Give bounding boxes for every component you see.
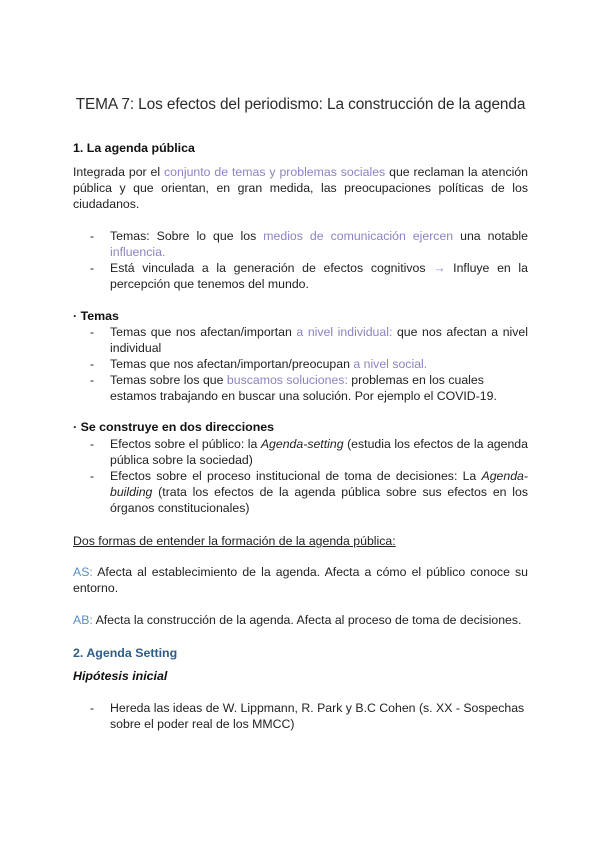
text-run: Está vinculada a la generación de efectos cognitivos bbox=[110, 261, 434, 275]
ab-paragraph bbox=[73, 612, 528, 628]
section-heading-agenda-publica: 1. La agenda pública bbox=[73, 141, 195, 155]
text-run: problemas en los cuales estamos trabajando en buscar una solución. Por ejemplo el COVID-19. bbox=[110, 373, 497, 403]
ab-label: AB: bbox=[73, 613, 93, 627]
bullet-dash: - bbox=[90, 229, 95, 243]
highlight-text: a nivel social. bbox=[353, 357, 428, 371]
as-paragraph bbox=[73, 564, 528, 596]
highlight-text: a nivel individual: bbox=[296, 325, 393, 339]
text-run: que reclaman la atención pública y que orientan, en gran medida, las preocupaciones políticas de los ciudadanos. bbox=[73, 165, 528, 211]
section-heading-agenda-setting: 2. Agenda Setting bbox=[73, 646, 178, 660]
section-heading-temas: · Temas bbox=[73, 309, 119, 323]
italic-text: Agenda-building bbox=[110, 469, 528, 499]
text-run: una notable bbox=[453, 229, 528, 243]
bullet-dash: - bbox=[90, 373, 95, 387]
list-item-text: Hereda las ideas de W. Lippmann, R. Park y B.C Cohen (s. XX - Sospechas sobre el poder real de los MMCC) bbox=[110, 701, 525, 731]
document-title: TEMA 7: Los efectos del periodismo: La construcción de la agenda bbox=[75, 96, 526, 113]
underlined-heading: Dos formas de entender la formación de la agenda pública: bbox=[73, 534, 396, 548]
highlight-text: influencia. bbox=[110, 245, 166, 259]
bullet-dash: - bbox=[90, 325, 95, 339]
text-run: Integrada por el bbox=[73, 165, 165, 179]
text-run: (trata los efectos de la agenda pública sobre sus efectos en los órganos constitucionales) bbox=[110, 485, 528, 515]
bullet-dash: - bbox=[90, 261, 95, 275]
bullet-dash: - bbox=[90, 357, 95, 371]
highlight-text: conjunto de temas y problemas sociales bbox=[164, 165, 386, 179]
section-heading-direcciones: · Se construye en dos direcciones bbox=[73, 420, 275, 434]
bullet-dash: - bbox=[90, 469, 95, 483]
text-run: que nos afectan a nivel individual bbox=[110, 325, 528, 355]
text-run: Efectos sobre el proceso institucional de toma de decisiones: La bbox=[110, 469, 482, 483]
highlight-text: buscamos soluciones: bbox=[226, 373, 348, 387]
text-run: Afecta al establecimiento de la agenda. Afecta a cómo el público conoce su entorno. bbox=[73, 565, 528, 595]
bullet-dash: - bbox=[90, 701, 95, 715]
arrow-icon: → bbox=[433, 261, 446, 275]
highlight-text: medios de comunicación ejercen bbox=[263, 229, 454, 243]
text-run: Afecta la construcción de la agenda. Afecta al proceso de toma de decisiones. bbox=[92, 613, 522, 627]
text-run: Temas que nos afectan/importan bbox=[110, 325, 297, 339]
bullet-dash: - bbox=[90, 437, 95, 451]
text-run: Influye en la percepción que tenemos del mundo. bbox=[110, 261, 528, 291]
text-run: Efectos sobre el público: la bbox=[110, 437, 261, 451]
text-run: Temas sobre los que bbox=[110, 373, 227, 387]
intro-paragraph bbox=[73, 164, 528, 212]
text-run: Temas: Sobre lo que los bbox=[110, 229, 264, 243]
italic-text: Agenda-setting bbox=[260, 437, 344, 451]
text-run: (estudia los efectos de la agenda pública sobre la sociedad) bbox=[110, 437, 528, 467]
as-label: AS: bbox=[73, 565, 93, 579]
subheading-hipotesis: Hipótesis inicial bbox=[73, 669, 168, 683]
text-run: Temas que nos afectan/importan/preocupan bbox=[110, 357, 354, 371]
